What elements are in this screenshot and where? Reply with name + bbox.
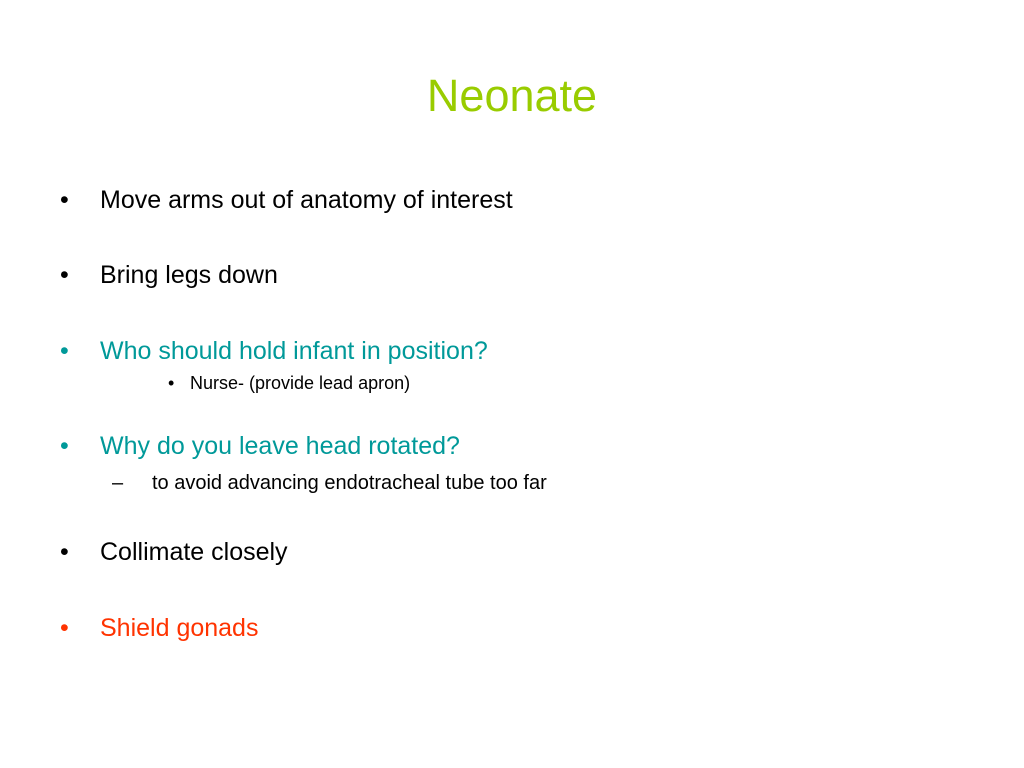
bullet-text: Who should hold infant in position?	[100, 337, 488, 365]
bullet-item	[0, 185, 1024, 215]
bullet-item	[0, 537, 1024, 567]
bullet-text: Collimate closely	[100, 538, 288, 566]
bullet-text: Why do you leave head rotated?	[100, 432, 460, 460]
dash-marker: –	[112, 472, 124, 494]
bullet-marker: •	[60, 614, 69, 642]
bullet-item	[0, 336, 1024, 366]
bullet-marker: •	[60, 337, 69, 365]
bullet-text: Shield gonads	[100, 614, 259, 642]
bullet-text: Bring legs down	[100, 261, 278, 289]
bullet-item	[0, 613, 1024, 643]
bullet-marker: •	[60, 186, 69, 214]
sub-bullet-text: Nurse- (provide lead apron)	[190, 373, 411, 393]
slide-title: Neonate	[426, 70, 598, 121]
dash-item	[0, 471, 1024, 495]
dash-text: to avoid advancing endotracheal tube too far	[152, 472, 547, 494]
sub-bullet-item	[0, 372, 1024, 394]
bullet-item	[0, 260, 1024, 290]
sub-bullet-marker: •	[168, 373, 175, 393]
bullet-marker: •	[60, 261, 69, 289]
bullet-item	[0, 431, 1024, 461]
bullet-marker: •	[60, 538, 69, 566]
bullet-marker: •	[60, 432, 69, 460]
bullet-text: Move arms out of anatomy of interest	[100, 186, 513, 214]
